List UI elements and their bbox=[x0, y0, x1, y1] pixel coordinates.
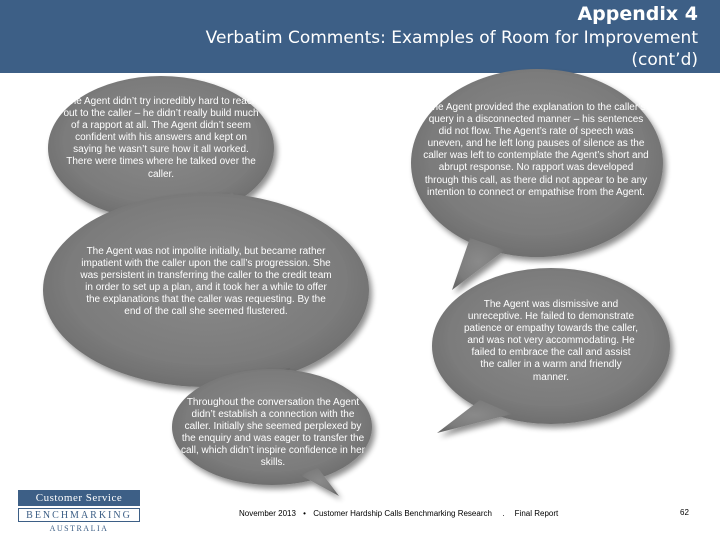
company-logo bbox=[18, 490, 148, 536]
comment-text-1: The Agent didn’t try incredibly hard to reach out to the caller – he didn’t really build much of a rapport at all. The Agent didn’t seem confident with his answers and kept on saying he wasn’t sure how it all worked. There were times where he talked over the caller. bbox=[63, 96, 259, 180]
page-number: 62 bbox=[680, 508, 689, 517]
comment-text-2: The Agent provided the explanation to the caller’s query in a disconnected manner – his sentences did not flow. The Agent’s rate of speech was uneven, and he left long pauses of silence as the caller was left to contemplate the Agent’s short and abrupt response. No rapport was developed through this call, as there did not appear to be any intention to connect or empathise from the Agent. bbox=[423, 102, 649, 198]
comment-text-4: The Agent was dismissive and unreceptive. He failed to demonstrate patience or empathy towards the caller, and was not very accommodating. He failed to embrace the call and assist the caller in a warm and friendly manner. bbox=[464, 299, 638, 383]
footer-report-title: Customer Hardship Calls Benchmarking Research bbox=[313, 509, 492, 518]
logo-line-2: BENCHMARKING bbox=[18, 508, 140, 522]
footer-separator-2: . bbox=[502, 509, 505, 518]
footer-separator: • bbox=[303, 509, 306, 518]
page-title: Appendix 4 bbox=[577, 3, 698, 25]
footer bbox=[239, 509, 558, 518]
footer-date: November 2013 bbox=[239, 509, 296, 518]
logo-line-3: AUSTRALIA bbox=[49, 524, 109, 533]
logo-line-1: Customer Service bbox=[18, 490, 140, 506]
comment-text-5: Throughout the conversation the Agent didn’t establish a connection with the caller. Initially she seemed perplexed by the enquiry and was eager to transfer the call, which didn’t inspire confidence in her skills. bbox=[181, 397, 365, 469]
comment-text-3: The Agent was not impolite initially, but became rather impatient with the caller upon the call’s progression. She was persistent in transferring the caller to the credit team in order to set up a plan, and it took her a while to offer the explanations that the caller was requesting. By the end of the call she seemed flustered. bbox=[80, 246, 332, 318]
footer-report-type: Final Report bbox=[514, 509, 559, 518]
page-subtitle: Verbatim Comments: Examples of Room for Improvement (cont’d) bbox=[205, 28, 698, 70]
